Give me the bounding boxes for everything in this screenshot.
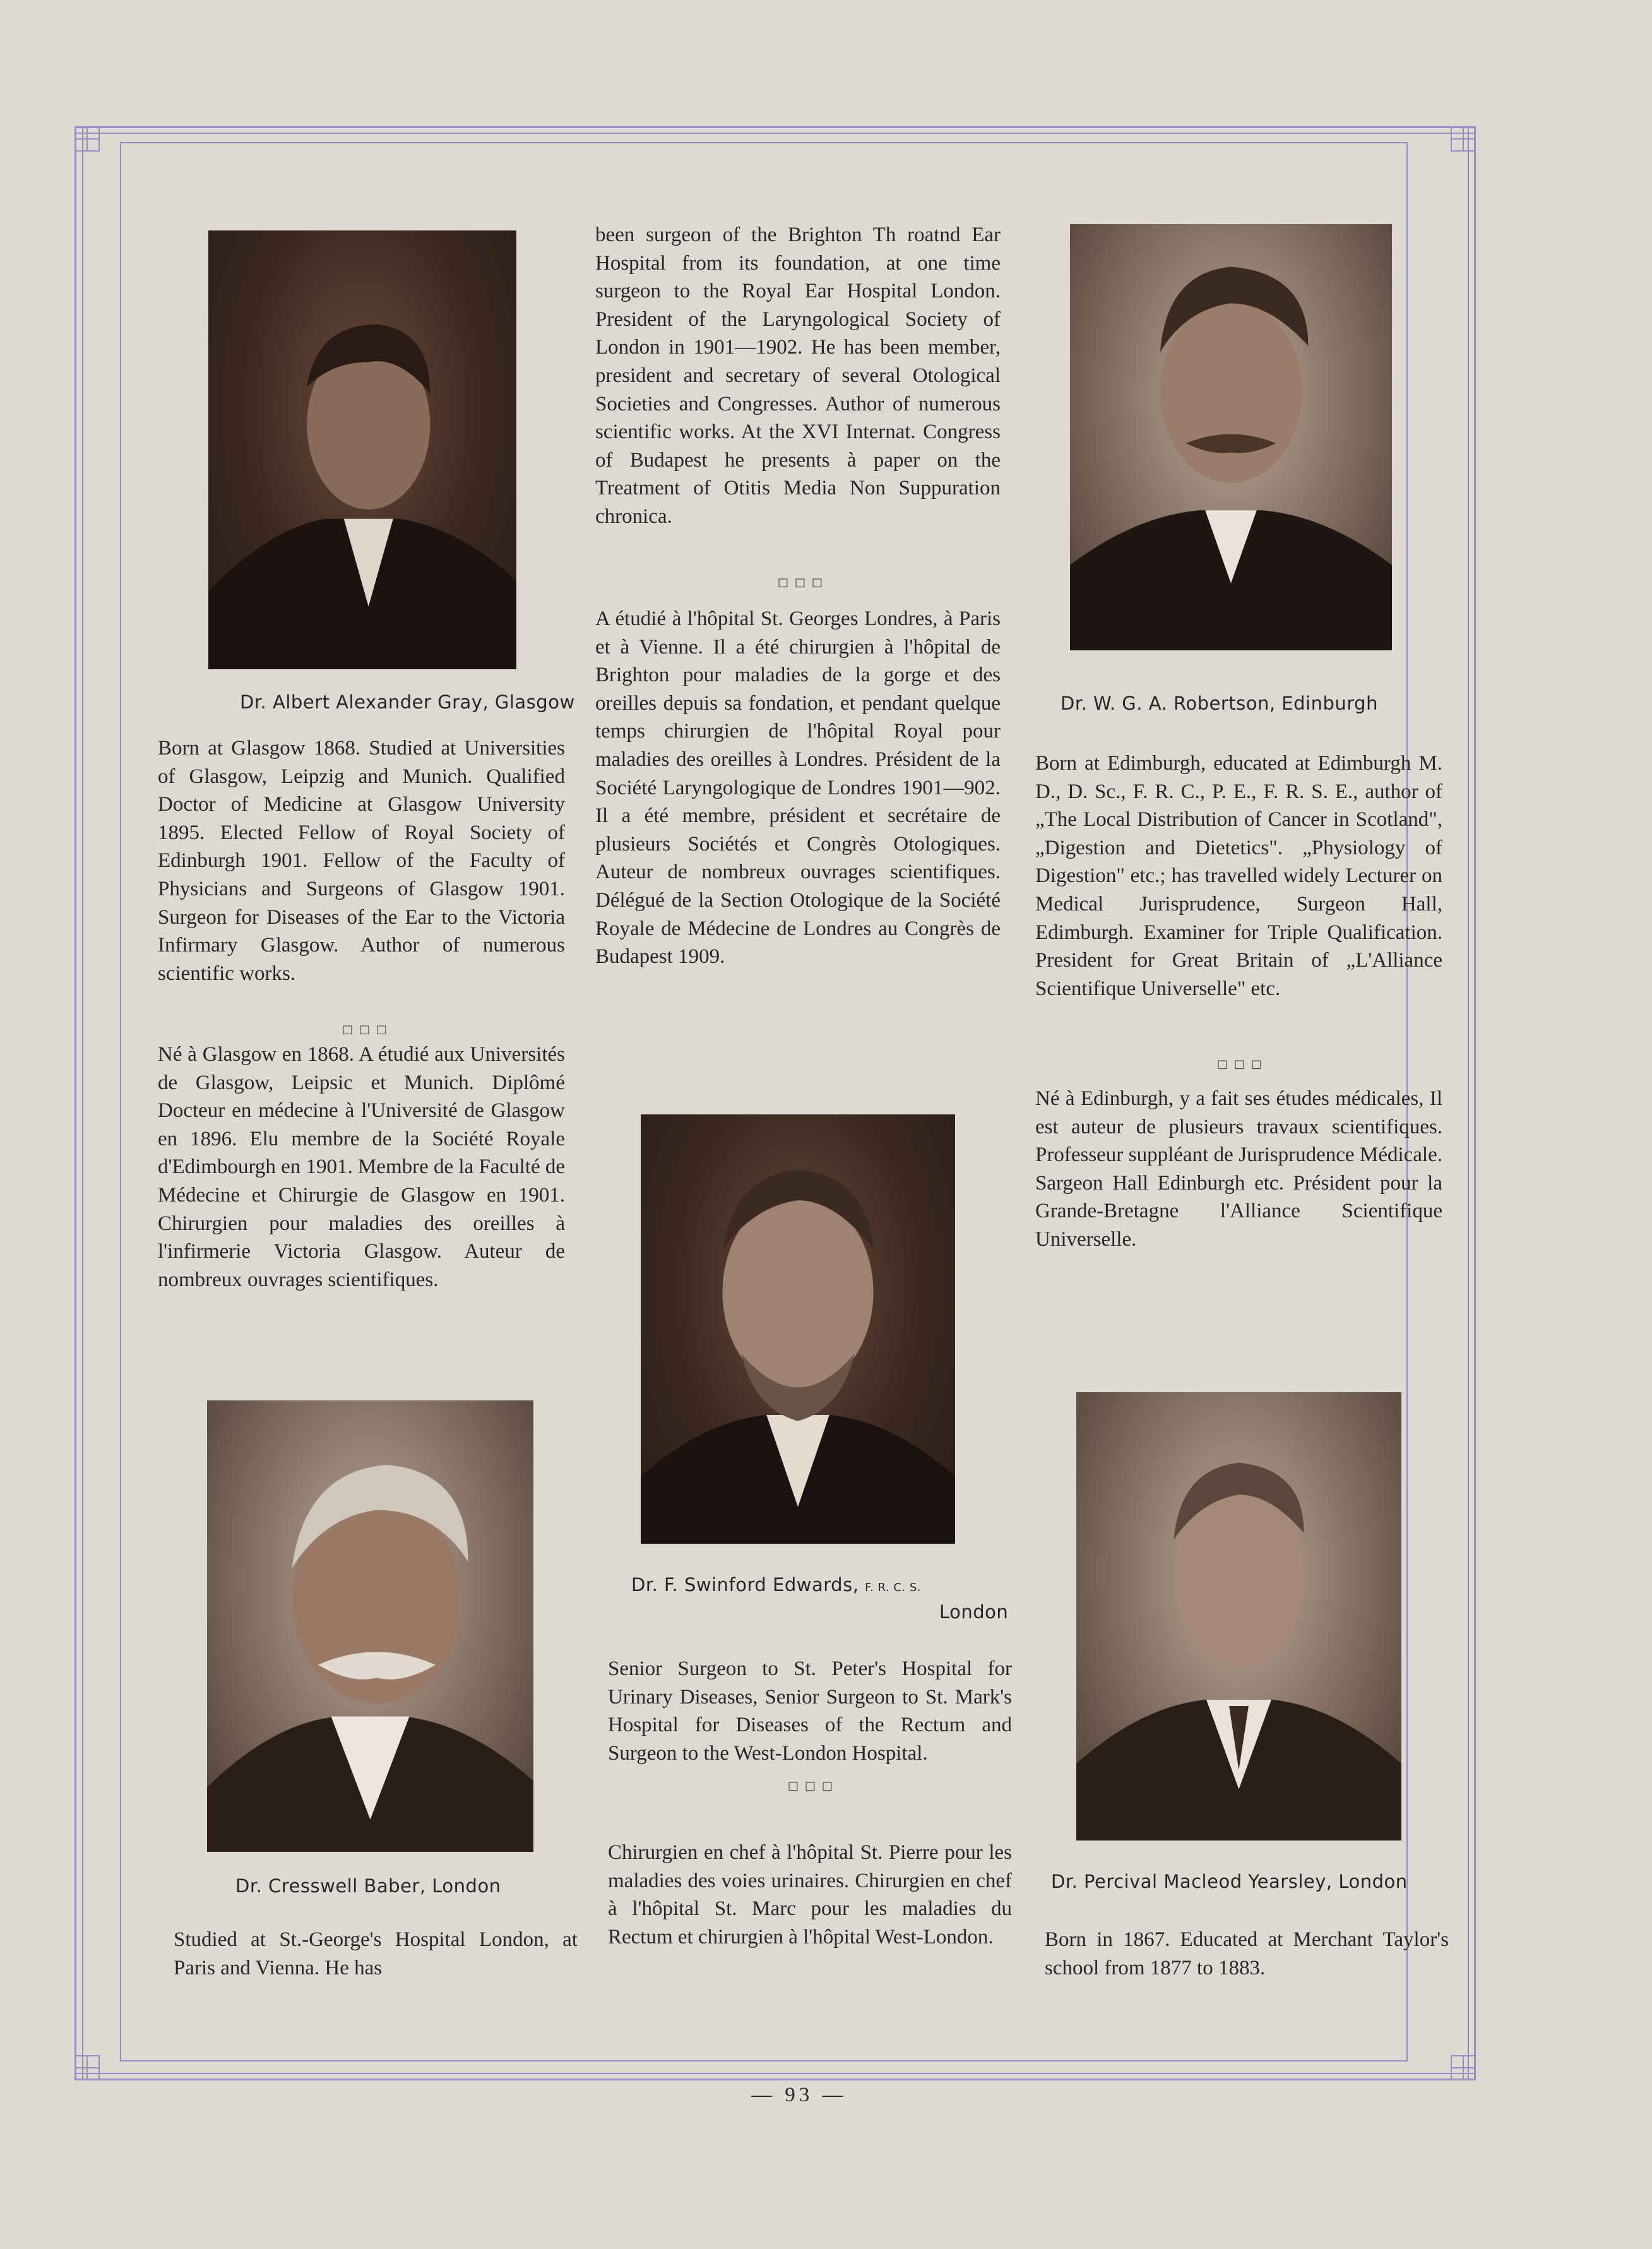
corner-ornament-bottom-right [1451,2055,1476,2080]
bio-english-baber-continued: been surgeon of the Brighton Th roatnd Ear Hospital from its foundation, at one time surgeon to the Royal Ear Hospital London. President of the Laryngological Society of London in 1901—1902. He has been member, president and secretary of several Otological Societies and Congresses. Author of numerous scientific works. At the XVI Internat. Congress of Budapest he presents à paper on the Treatment of Otitis Media Non Suppuration chronica. [595,224,1001,528]
portrait-caption-edwards-city: London [939,1601,1009,1623]
bio-english-edwards: Senior Surgeon to St. Peter's Hospital for Urinary Diseases, Senior Surgeon to St. Mark's Hospital for Diseases of the Rectum and Surgeon to the West-London Hospital. [608,1657,1012,1765]
portrait-photo-edwards [641,1114,955,1544]
bio-french-gray: Né à Glasgow en 1868. A étudié aux Universités de Glasgow, Leipsic et Munich. Diplômé Docteur en médecine à l'Université de Glasgow en 1896. Elu membre de la Société Royale d'Edimbourgh en 1901. Membre de la Faculté de Médecine et Chirurgie de Glasgow en 1901. Chirurgien pour maladies des oreilles à l'infirmerie Victoria Glasgow. Auteur de nombreux ouvrages scientifiques. [158,1043,566,1291]
portrait-caption-robertson: Dr. W. G. A. Robertson, Edinburgh [1061,693,1378,714]
portrait-silhouette [207,1400,533,1852]
section-separator: □□□ [342,1023,394,1036]
bio-english-baber: Studied at St.-George's Hospital London, at Paris and Vienna. He has [174,1928,578,1979]
border-rule-left [82,126,83,2080]
bio-french-edwards: Chirurgien en chef à l'hôpital St. Pierre pour les maladies des voies urinaires. Chirurgien en chef à l'hôpital St. Marc pour les maladies du Rectum et chirurgien à l'hôpital West-London. [608,1841,1012,1948]
bio-english-yearsley: Born in 1867. Educated at Merchant Taylor's school from 1877 to 1883. [1045,1928,1449,1979]
bio-english-gray: Born at Glasgow 1868. Studied at Universities of Glasgow, Leipzig and Munich. Qualified Doctor of Medicine at Glasgow University 1895. Elected Fellow of Royal Society of Edinburgh 1901. Fellow of the Faculty of Physicians and Surgeons of Glasgow 1901. Surgeon for Diseases of the Ear to the Victoria Infirmary Glasgow. Author of numerous scientific works. [158,737,565,985]
section-separator: □□□ [1217,1058,1269,1071]
corner-ornament-bottom-left [74,2055,100,2080]
page-number: — 93 — [751,2084,847,2106]
corner-ornament-top-left [74,126,100,152]
portrait-photo-yearsley [1076,1392,1401,1840]
portrait-caption-gray: Dr. Albert Alexander Gray, Glasgow [240,691,575,713]
portrait-photo-baber [207,1400,533,1852]
section-separator: □□□ [788,1779,840,1793]
portrait-caption-baber: Dr. Cresswell Baber, London [235,1875,501,1897]
portrait-photo-robertson [1070,224,1392,650]
corner-ornament-top-right [1451,126,1476,152]
caption-name-edwards: Dr. F. Swinford Edwards, [631,1574,859,1596]
portrait-silhouette [208,230,516,669]
border-rule-bottom [74,2073,1476,2074]
caption-credentials-edwards: F. R. C. S. [865,1581,922,1594]
portrait-silhouette [1076,1392,1401,1840]
bio-english-robertson: Born at Edimburgh, educated at Edimburgh M. D., D. Sc., F. R. C., P. E., F. R. S. E., author of „The Local Distribution of Cancer in Scotland", „Digestion and Dietetics". „Physiology of Digestion" etc.; has travelled widely Lecturer on Medical Jurisprudence, Surgeon Hall, Edimburgh. Examiner for Triple Qualification. President for Great Britain of „L'Alliance Scientifique Universelle" etc. [1035,752,1442,1000]
section-separator: □□□ [778,576,829,589]
portrait-caption-yearsley: Dr. Percival Macleod Yearsley, London [1051,1871,1408,1892]
portrait-photo-gray [208,230,516,669]
bio-french-baber: A étudié à l'hôpital St. Georges Londres, à Paris et à Vienne. Il a été chirurgien à l'hôpital de Brighton pour maladies de la gorge et des oreilles depuis sa fondation, et pendant quelque temps chirurgien de l'hôpital Royal pour maladies des oreilles à Londres. Président de la Société Laryngologique de Londres 1901—902. Il a été membre, président et secrétaire de plusieurs Sociétés et Congrès Otologiques. Auteur de nombreux ouvrages scientifiques. Délégué de la Section Otologique de la Société Royale de Médecine de Londres au Congrès de Budapest 1909. [595,607,1001,969]
bio-french-robertson: Né à Edinburgh, y a fait ses études médicales, Il est auteur de plusieurs travaux scientifiques. Professeur suppléant de Jurisprudence Médicale. Sargeon Hall Edinburgh etc. Président pour la Grande-Bretagne l'Alliance Scientifique Universelle. [1035,1087,1442,1251]
border-rule-right [1468,126,1469,2080]
portrait-silhouette [1070,224,1392,650]
portrait-silhouette [641,1114,955,1544]
portrait-caption-edwards [631,1574,921,1596]
border-rule-top [74,133,1476,134]
